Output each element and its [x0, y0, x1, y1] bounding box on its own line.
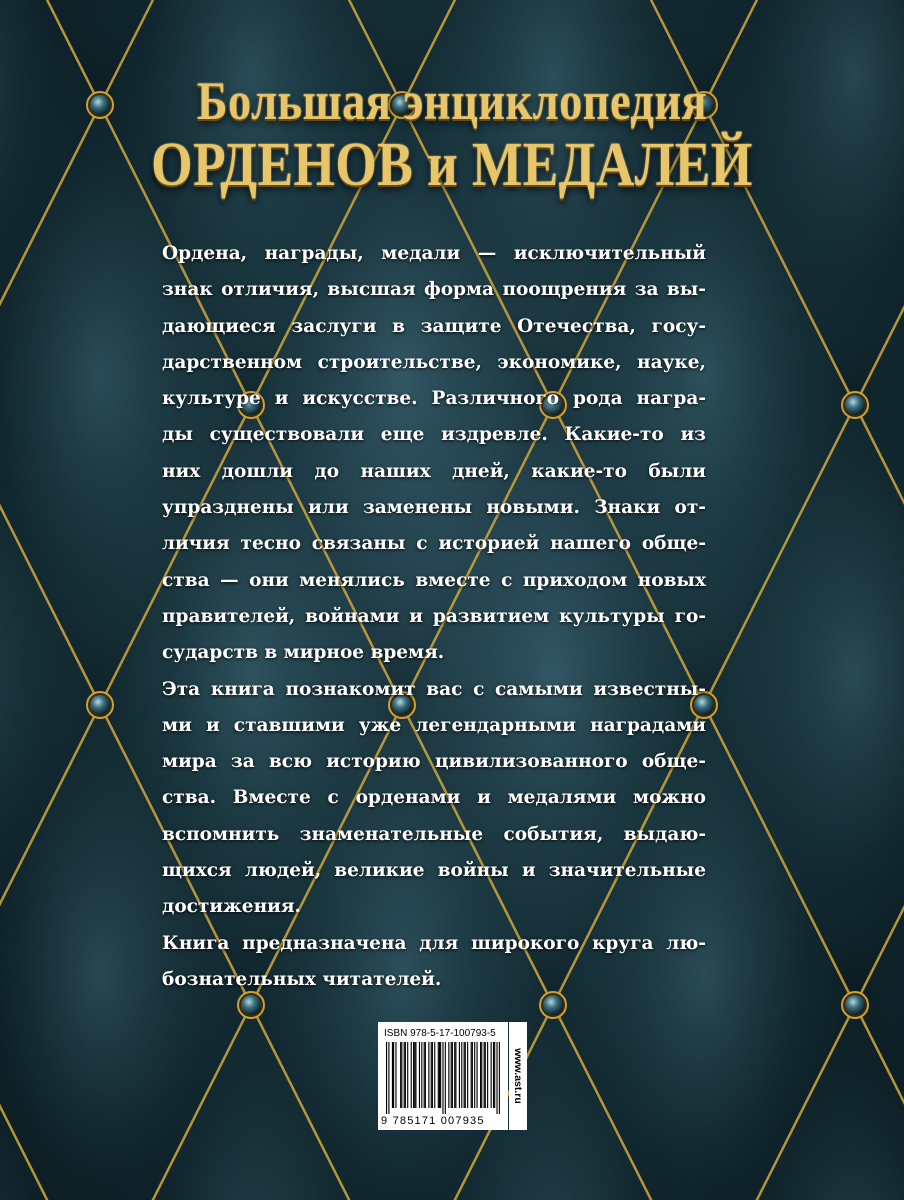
barcode-bar [454, 1042, 455, 1108]
body-line: ства — они менялись вместе с приходом новых [162, 569, 706, 591]
barcode-bar [493, 1042, 494, 1108]
barcode-bar [414, 1042, 415, 1108]
barcode-bar [415, 1042, 416, 1108]
barcode-bar [467, 1042, 468, 1108]
barcode-bar [465, 1042, 466, 1108]
barcode-bar [464, 1042, 465, 1108]
quilt-button-icon [842, 392, 868, 418]
barcode-bar [445, 1042, 446, 1114]
body-line: Эта книга познакомит вас с самыми известны- [162, 678, 706, 700]
title-line-2: ОРДЕНОВ и МЕДАЛЕЙ [151, 131, 753, 199]
barcode-bar [496, 1042, 497, 1114]
barcode-bar [424, 1042, 425, 1108]
title-line-1: Большая энциклопедия [196, 71, 708, 131]
body-line: них дошли до наших дней, какие-то были [162, 460, 706, 482]
barcode-block [378, 1022, 508, 1130]
barcode-bar [405, 1042, 406, 1108]
barcode-bar [481, 1042, 482, 1108]
body-line: щихся людей, великие войны и значительные [162, 860, 706, 882]
barcode-bar [472, 1042, 473, 1108]
barcode-bar [411, 1042, 412, 1108]
description-text [162, 236, 706, 998]
barcode-bar [400, 1042, 401, 1108]
barcode-bar [421, 1042, 422, 1108]
barcode-bar [401, 1042, 402, 1108]
body-line: личия тесно связаны с историей нашего обще- [162, 533, 706, 555]
barcode-bar [491, 1042, 492, 1108]
barcode-bar [413, 1042, 414, 1108]
barcode-bar [425, 1042, 426, 1108]
body-line: упразднены или заменены новыми. Знаки от- [162, 497, 706, 519]
barcode-bar [395, 1042, 396, 1108]
barcode-bar [485, 1042, 486, 1108]
body-line: Книга предназначена для широкого круга лю- [162, 932, 706, 954]
barcode-bar [438, 1042, 439, 1108]
barcode-bar [451, 1042, 452, 1108]
barcode-bar [392, 1042, 393, 1108]
ean-number: 9 785171 007935 [381, 1115, 485, 1127]
body-line: ми и ставшими уже легендарными наградами [162, 714, 706, 736]
body-line: достижения. [162, 896, 301, 918]
body-line: мира за всю историю цивилизованного обще- [162, 751, 706, 773]
barcode-bar [434, 1042, 435, 1108]
body-line: ства. Вместе с орденами и медалями можно [162, 787, 706, 809]
body-line: знак отличия, высшая форма поощрения за вы- [162, 279, 706, 301]
barcode-bar [439, 1042, 440, 1108]
barcode-bar [455, 1042, 456, 1108]
barcode-bar [419, 1042, 420, 1108]
barcode-bar [471, 1042, 472, 1108]
barcode-bar [431, 1042, 432, 1108]
barcode-bar [428, 1042, 429, 1108]
barcode-bar [487, 1042, 488, 1108]
quilt-button-icon [87, 692, 113, 718]
website-block [509, 1022, 527, 1130]
body-line: дарственном строительстве, экономике, науке, [162, 351, 706, 373]
barcode-bar [480, 1042, 481, 1108]
barcode-bar [499, 1042, 500, 1114]
body-line: Ордена, награды, медали — исключительный [162, 243, 706, 264]
body-line: дающиеся заслуги в защите Отечества, госу- [162, 315, 706, 337]
barcode-bar [442, 1042, 443, 1114]
barcode-bar [476, 1042, 477, 1108]
barcode-bar [393, 1042, 394, 1108]
body-line: вспомнить знаменательные события, выдаю- [162, 823, 706, 845]
barcode-bar [407, 1042, 408, 1108]
body-line: ды существовали еще издревле. Какие-то из [162, 424, 706, 446]
barcode-icon [386, 1042, 500, 1114]
isbn-label: ISBN 978-5-17-100793-5 [384, 1028, 496, 1039]
body-line: сударств в мирное время. [162, 642, 445, 664]
body-line: бознательных читателей. [162, 968, 442, 990]
website-label: www.ast.ru [512, 1048, 524, 1104]
body-line: правителей, войнами и развитием культуры го- [162, 605, 706, 627]
barcode-bar [494, 1042, 495, 1108]
barcode-bar [386, 1042, 387, 1114]
barcode-bar [484, 1042, 485, 1108]
barcode-bar [459, 1042, 460, 1108]
barcode-bar [388, 1042, 389, 1114]
quilt-button-icon [842, 992, 868, 1018]
body-line: культуре и искусстве. Различного рода награ- [162, 388, 706, 410]
barcode-bar [461, 1042, 462, 1108]
barcode-bar [440, 1042, 441, 1108]
barcode-bar [474, 1042, 475, 1108]
barcode-bar [404, 1042, 405, 1108]
barcode-bar [452, 1042, 453, 1108]
barcode-bar [448, 1042, 449, 1108]
barcode-bar [432, 1042, 433, 1108]
